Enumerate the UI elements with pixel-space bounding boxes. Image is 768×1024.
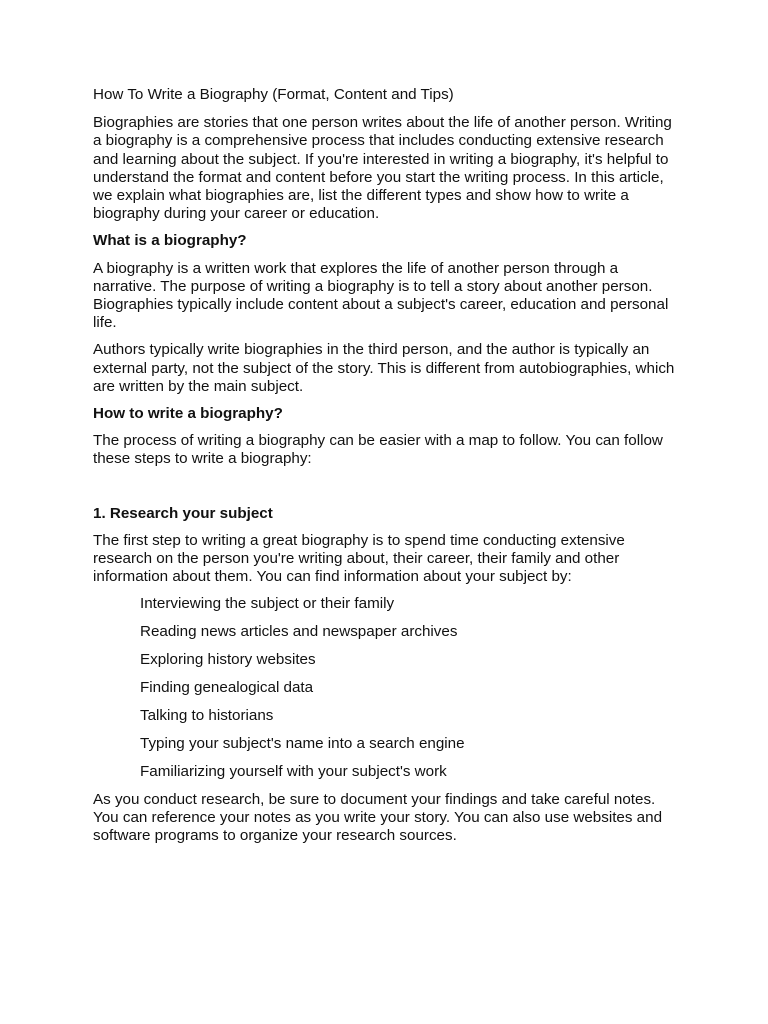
list-item: Interviewing the subject or their family [140, 595, 395, 613]
notes-paragraph: As you conduct research, be sure to document your findings and take careful notes. You can reference your notes as you write your story. You can also use websites and software programs to organize your research sources. [93, 790, 663, 845]
process-paragraph: The process of writing a biography can be easier with a map to follow. You can follow these steps to write a biography: [93, 432, 663, 468]
research-methods-list [93, 595, 683, 781]
list-item: Familiarizing yourself with your subject's work [140, 762, 447, 780]
list-item: Exploring history websites [140, 651, 316, 669]
document-page [93, 86, 683, 854]
document-title: How To Write a Biography (Format, Content and Tips) [93, 86, 454, 103]
spacer [93, 478, 683, 505]
section-heading-what-is: What is a biography? [93, 232, 247, 250]
list-item: Finding genealogical data [140, 679, 314, 697]
step-heading-research: 1. Research your subject [93, 504, 273, 522]
research-paragraph: The first step to writing a great biography is to spend time conducting extensive research on the person you're writing about, their career, their family and other information about them. You can find information about your subject by: [93, 531, 625, 586]
definition-paragraph: A biography is a written work that explores the life of another person through a narrative. The purpose of writing a biography is to tell a story about another person. Biographies typically include content about a subject's career, education and personal life. [93, 259, 669, 332]
third-person-paragraph: Authors typically write biographies in the third person, and the author is typically an external party, not the subject of the story. This is different from autobiographies, which are written by the main subject. [93, 341, 675, 395]
intro-paragraph: Biographies are stories that one person writes about the life of another person. Writing a biography is a comprehensive process that includes conducting extensive research and learning about the subject. If you're interested in writing a biography, it's helpful to understand the format and content before you start the writing process. In this article, we explain what biographies are, list the different types and show how to write a biography during your career or education. [93, 114, 672, 223]
list-item: Typing your subject's name into a search engine [140, 734, 465, 752]
list-item: Talking to historians [140, 707, 274, 725]
section-heading-how-to: How to write a biography? [93, 405, 283, 423]
list-item: Reading news articles and newspaper archives [140, 623, 458, 641]
